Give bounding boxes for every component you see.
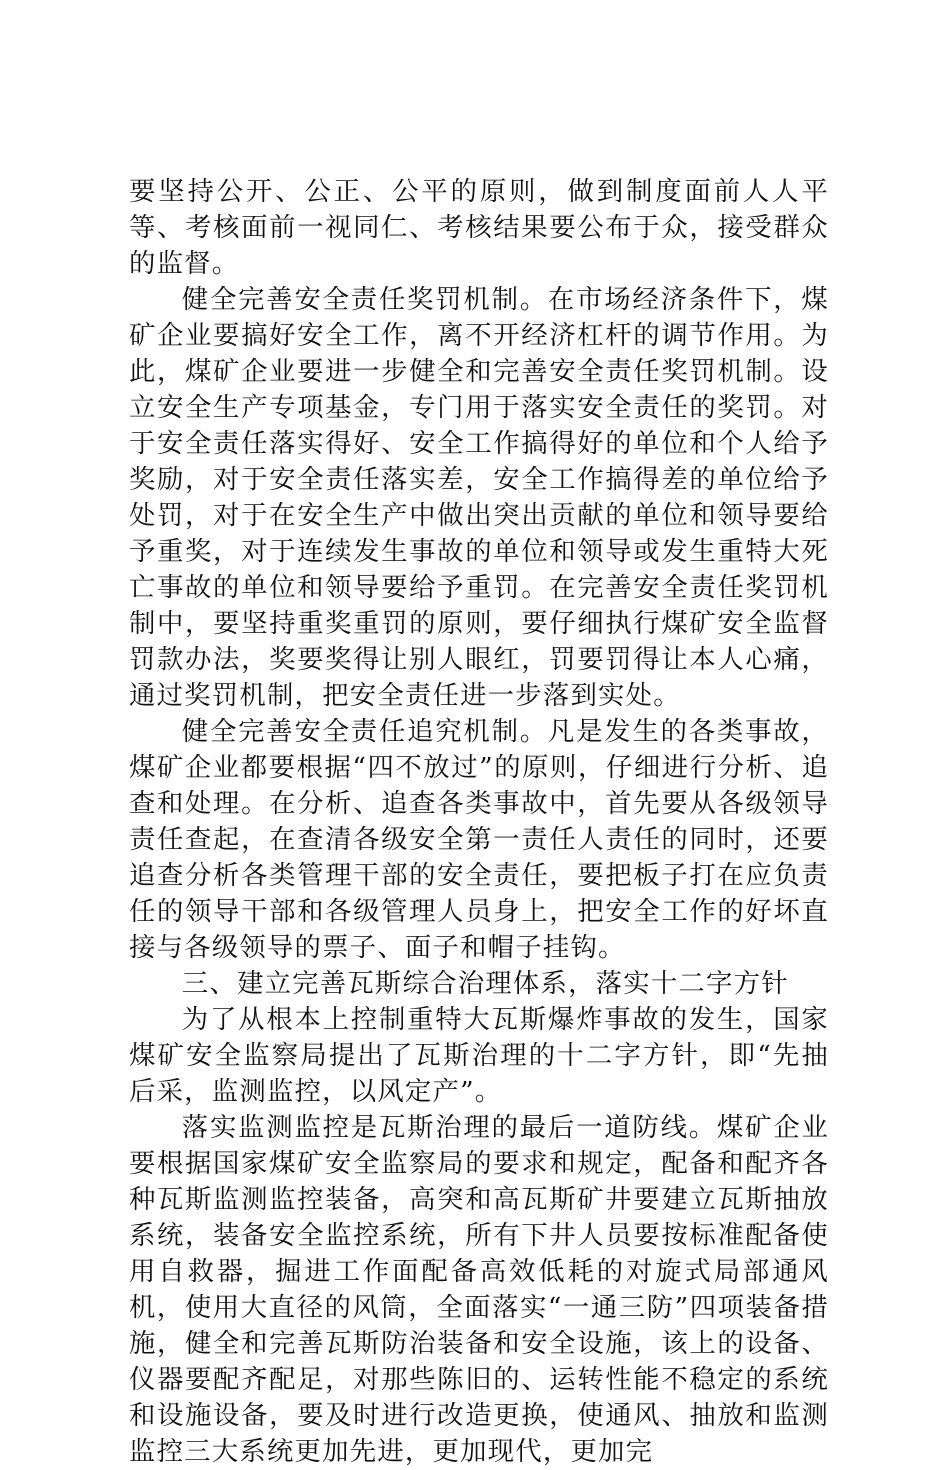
paragraph-monitoring: 落实监测监控是瓦斯治理的最后一道防线。煤矿企业要根据国家煤矿安全监察局的要求和规定，配备和配齐各种瓦斯监测监控装备，高突和高瓦斯矿井要建立瓦斯抽放系统，装备安全监控系统，所有下井人员要按标准配备使用自救器，掘进工作面配备高效低耗的对旋式局部通风机，使用大直径的风筒，全面落实“一通三防”四项装备措施，健全和完善瓦斯防治装备和安全设施，该上的设备、仪器要配齐配足，对那些陈旧的、运转性能不稳定的系统和设施设备，要及时进行改造更换，使通风、抽放和监测监控三大系统更加先进，更加现代，更加完 bbox=[129, 1112, 829, 1467]
section-heading-gas-control: 三、建立完善瓦斯综合治理体系，落实十二字方针 bbox=[181, 968, 789, 999]
paragraph-reward-punishment: 健全完善安全责任奖罚机制。在市场经济条件下，煤矿企业要搞好安全工作，离不开经济杠杆的调节作用。为此，煤矿企业要进一步健全和完善安全责任奖罚机制。设立安全生产专项基金，专门用于落实安全责任的奖罚。对于安全责任落实得好、安全工作搞得好的单位和个人给予奖励，对于安全责任落实差，安全工作搞得差的单位给予处罚，对于在安全生产中做出突出贡献的单位和领导要给予重奖，对于连续发生事故的单位和领导或发生重特大死亡事故的单位和领导要给予重罚。在完善安全责任奖罚机制中，要坚持重奖重罚的原则，要仔细执行煤矿安全监督罚款办法，奖要奖得让别人眼红，罚要罚得让本人心痛，通过奖罚机制，把安全责任进一步落到实处。 bbox=[129, 284, 829, 711]
paragraph-twelve-character-policy: 为了从根本上控制重特大瓦斯爆炸事故的发生，国家煤矿安全监察局提出了瓦斯治理的十二字方针，即“先抽后采，监测监控，以风定产”。 bbox=[129, 1004, 829, 1107]
document-body bbox=[129, 174, 829, 1470]
paragraph-accountability: 健全完善安全责任追究机制。凡是发生的各类事故，煤矿企业都要根据“四不放过”的原则，仔细进行分析、追查和处理。在分析、追查各类事故中，首先要从各级领导责任查起，在查清各级安全第一责任人责任的同时，还要追查分析各类管理干部的安全责任，要把板子打在应负责任的领导干部和各级管理人员身上，把安全工作的好坏直接与各级领导的票子、面子和帽子挂钩。 bbox=[129, 716, 829, 963]
paragraph-continuation: 要坚持公开、公正、公平的原则，做到制度面前人人平等、考核面前一视同仁、考核结果要公布于众，接受群众的监督。 bbox=[129, 176, 829, 279]
